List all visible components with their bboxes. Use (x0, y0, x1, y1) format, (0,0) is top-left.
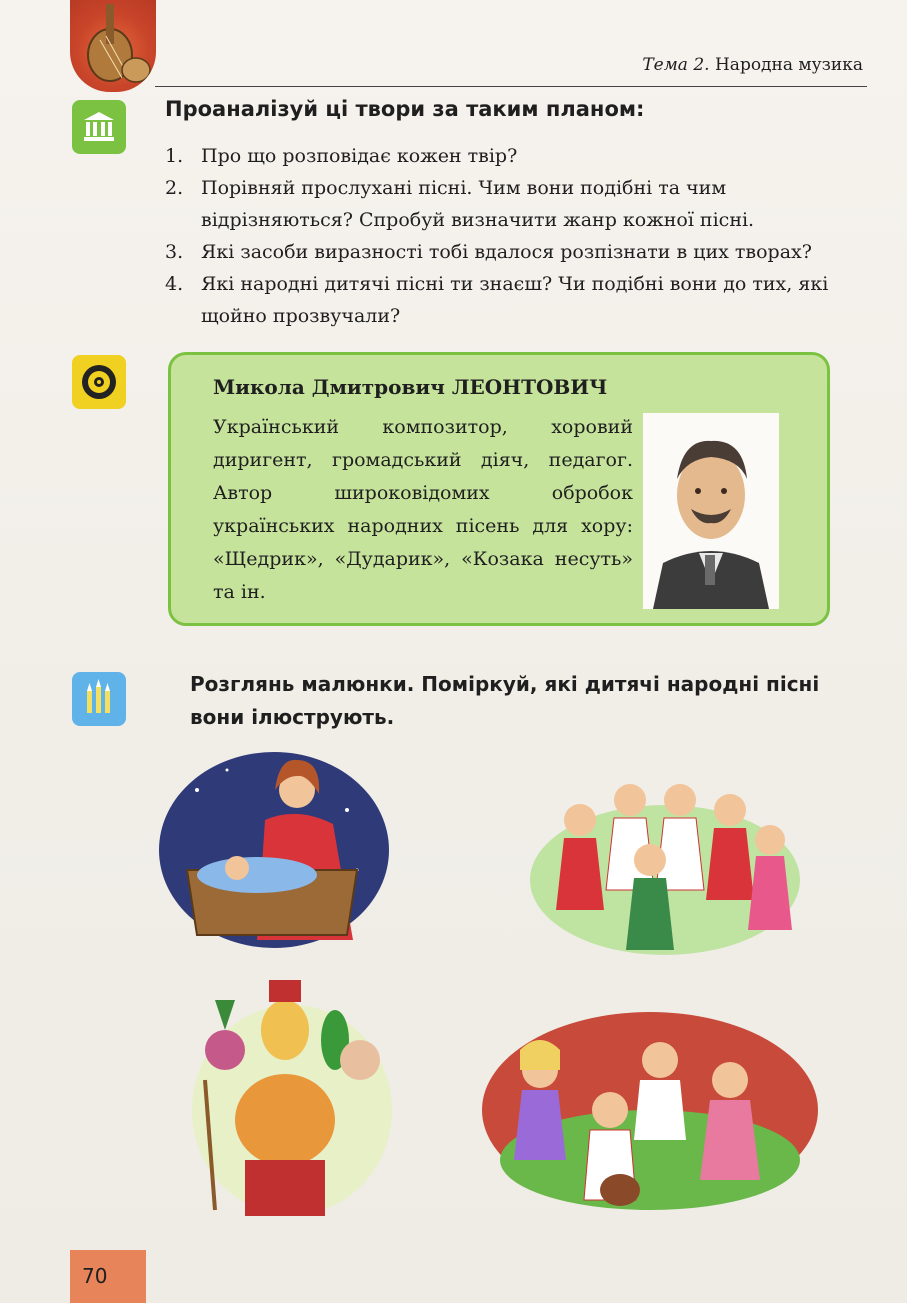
topic-header (642, 55, 863, 75)
composer-bio-box (168, 352, 830, 626)
page-number-box (70, 1250, 146, 1303)
analysis-task-heading: Проаналізуй ці твори за таким планом: (165, 97, 645, 121)
list-item: 4. Які народні дитячі пісні ти знаєш? Чи подібні вони до тих, які щойно прозвучали? (165, 273, 829, 327)
list-item: 2. Порівняй прослухані пісні. Чим вони подібні та чим відрізняються? Спробуй визначити жанр кожної пісні. (165, 177, 755, 231)
music-disc-icon (72, 355, 126, 409)
vegetables-illustration (185, 980, 400, 1220)
composer-portrait (643, 413, 779, 609)
composer-name: Микола Дмитрович ЛЕОНТОВИЧ (213, 375, 608, 399)
rain-children-illustration (480, 1010, 820, 1210)
round-dance-illustration (520, 760, 810, 960)
illustration-task: Розглянь малюнки. Поміркуй, які дитячі народні пісні вони ілюструють. (190, 672, 820, 729)
list-item: 3. Які засоби виразності тобі вдалося розпізнати в цих творах? (165, 241, 812, 263)
temple-icon (72, 100, 126, 154)
topic-prefix: Тема 2. (642, 55, 710, 75)
topic-title: Народна музика (714, 55, 863, 75)
lullaby-illustration (157, 750, 392, 960)
page-number: 70 (82, 1264, 108, 1288)
header-divider (155, 86, 867, 87)
composer-bio-text: Український композитор, хоровий диригент, громадський діяч, педагог. Автор широковідомих обробок українських народних пісень для хору: «Щедрик», «Дударик», «Козака несуть» та ін. (213, 416, 633, 603)
list-item: 1. Про що розповідає кожен твір? (165, 145, 518, 167)
bandura-illustration (70, 0, 156, 92)
pens-icon (72, 672, 126, 726)
analysis-plan-list (165, 140, 865, 332)
